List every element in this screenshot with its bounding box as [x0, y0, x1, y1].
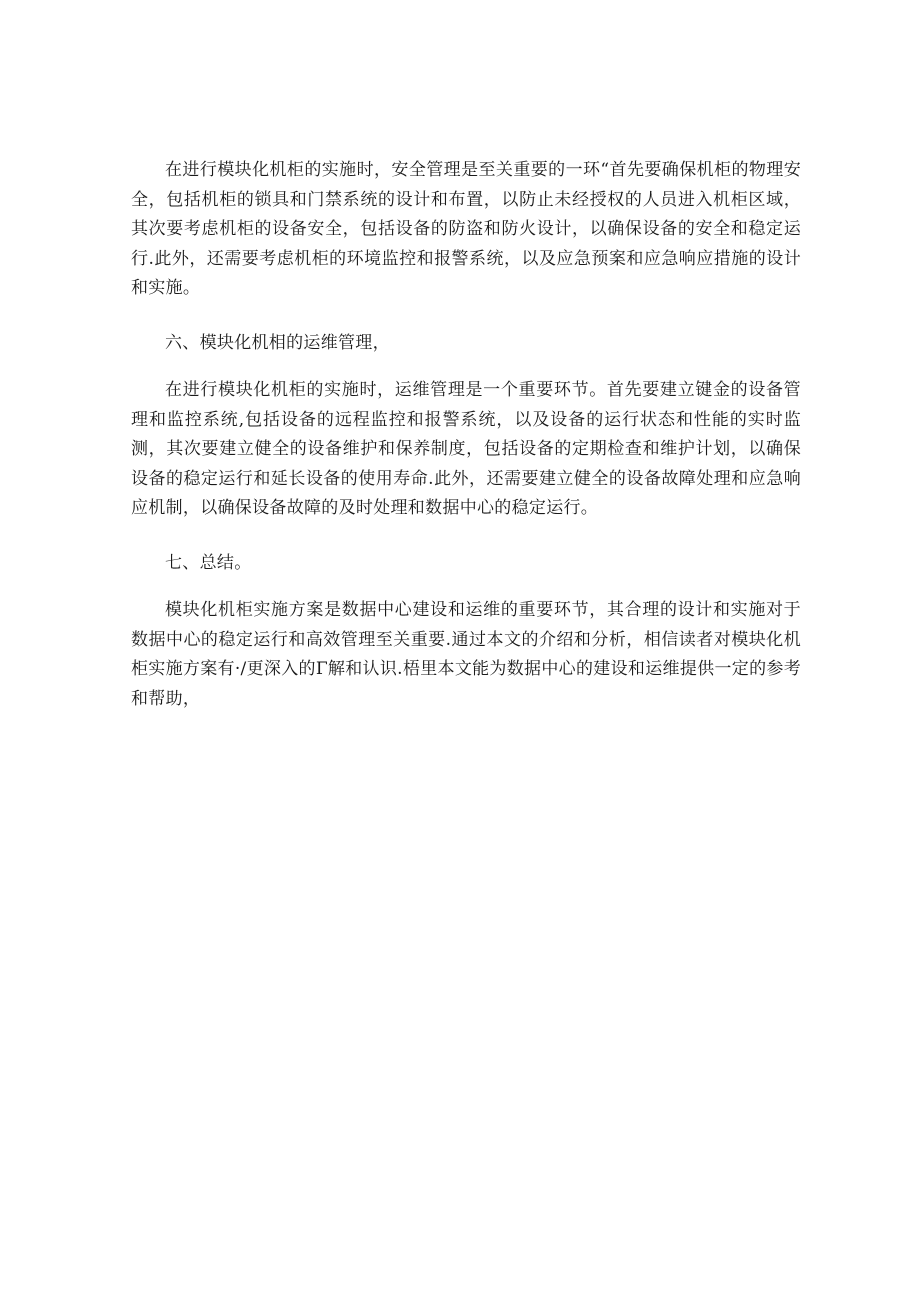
spacer — [131, 578, 801, 596]
paragraph-summary: 模块化机柜实施方案是数据中心建设和运维的重要环节，其合理的设计和实施对于数据中心的稳定运行和高效管理至关重要.通过本文的介绍和分析，相信读者对模块化机柜实施方案有·/更深入的Γ解和认识.梧里本文能为数据中心的建设和运维提供一定的参考和帮助， — [131, 600, 801, 709]
paragraph-safety-management: 在进行模块化机柜的实施时，安全管理是至关重要的一环“首先要确保机柜的物理安全，包括机柜的锁具和门禁系统的设计和布置，以防止未经授权的人员进入机柜区域，其次要考虑机柜的设备安全，包括设备的防盗和防火设计，以确保设备的安全和稳定运行.此外，还需要考虑机柜的环境监控和报警系统，以及应急预案和应急响应措施的设计和实施。 — [131, 160, 801, 298]
paragraph-operations-management: 在进行模块化机柜的实施时，运维管理是一个重要环节。首先要建立键金的设备管理和监控系统,包括设备的远程监控和报警系统，以及设备的运行状态和性能的实时监测，其次要建立健全的设备维护和保养制度，包括设备的定期检查和维护计划，以确保设备的稳定运行和延长设备的使用寿命.此外，还需要建立健全的设备故障处理和应急响应机制，以确保设备故障的及时处理和数据中心的稳定运行。 — [131, 380, 801, 518]
document-body — [131, 156, 801, 714]
section-heading-summary: 七、总结。 — [165, 552, 252, 573]
spacer — [131, 304, 801, 329]
section-heading-operations: 六、模块化机相的运维管理， — [165, 332, 390, 353]
spacer — [131, 358, 801, 376]
spacer — [131, 524, 801, 549]
